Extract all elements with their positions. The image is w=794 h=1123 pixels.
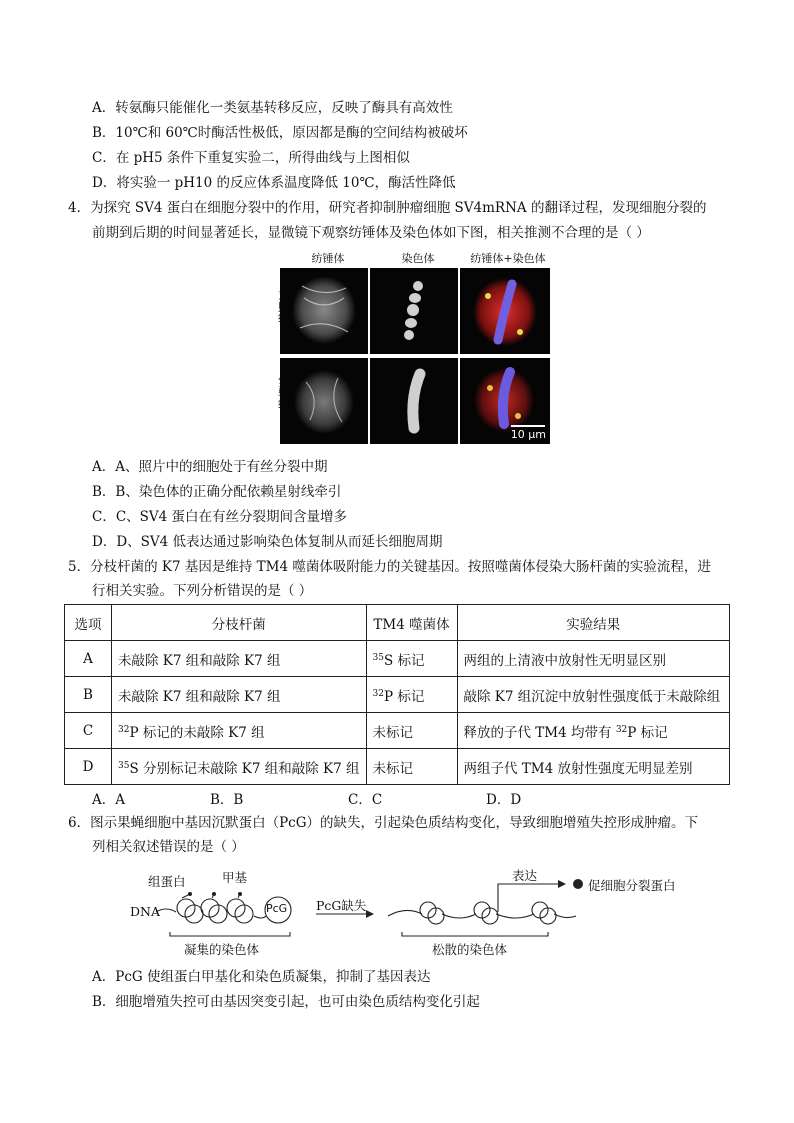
pcg-label: PcG [266, 902, 288, 915]
express-label: 表达 [512, 868, 538, 883]
isotope-mass: 35 [372, 652, 384, 663]
q5-choice-c: C．C [348, 792, 383, 808]
result-post: P 标记 [627, 724, 668, 741]
col-header-chromosome: 染色体 [401, 252, 435, 265]
header-option: 选项 [65, 605, 112, 641]
q3-option-b: B．10℃和 60℃时酶活性极低，原因都是酶的空间结构被破坏 [92, 125, 468, 141]
q5-stem-line2: 行相关实验。下列分析错误的是（ ） [92, 583, 313, 599]
q4-option-c: C．C、SV4 蛋白在有丝分裂期间含量增多 [92, 509, 348, 525]
scale-bar-line [511, 425, 545, 427]
panel-control-spindle [280, 268, 368, 354]
panel-experiment-chromosome [370, 358, 458, 444]
col-header-merged: 纺锤体+染色体 [470, 252, 546, 265]
histone-label: 组蛋白 [148, 874, 186, 889]
cell-bacteria [112, 749, 367, 785]
cell-option: A [65, 641, 112, 677]
q5-stem-line1: 5．分枝杆菌的 K7 基因是维持 TM4 噬菌体吸附能力的关键基因。按照噬菌体侵染大肠杆菌的实验流程，进 [68, 559, 711, 575]
cell-phage: 未标记 [366, 713, 457, 749]
isotope-mass: 32 [372, 688, 384, 699]
cell-result: 两组的上清液中放射性无明显区别 [457, 641, 729, 677]
cell-phage: 未标记 [366, 749, 457, 785]
cell-option: D [65, 749, 112, 785]
dna-label: DNA [130, 904, 160, 919]
cell-result: 敲除 K7 组沉淀中放射性强度低于未敲除组 [457, 677, 729, 713]
loose-label: 松散的染色体 [432, 942, 508, 957]
bacteria-label: P 标记的未敲除 K7 组 [129, 724, 265, 741]
spindle-image [280, 358, 368, 444]
express-arrow-head [558, 880, 566, 888]
header-bacteria: 分枝杆菌 [112, 605, 367, 641]
spindle-image [280, 268, 368, 354]
q4-option-b: B．B、染色体的正确分配依赖星射线牵引 [92, 484, 342, 500]
isotope-mass: 35 [118, 760, 130, 771]
phage-label: S 标记 [383, 652, 425, 669]
cell-option: C [65, 713, 112, 749]
pcg-loss-label: PcG缺失 [316, 898, 367, 913]
header-result: 实验结果 [457, 605, 729, 641]
q4-option-d: D．D、SV4 低表达通过影响染色体复制从而延长细胞周期 [92, 534, 443, 550]
protein-label: 促细胞分裂蛋白 [588, 878, 676, 893]
protein-dot [573, 879, 583, 889]
table-row [65, 641, 730, 677]
cell-bacteria: 未敲除 K7 组和敲除 K7 组 [112, 641, 367, 677]
q6-option-b: B．细胞增殖失控可由基因突变引起，也可由染色质结构变化引起 [92, 994, 480, 1010]
header-phage: TM4 噬菌体 [366, 605, 457, 641]
q4-option-a: A．A、照片中的细胞处于有丝分裂中期 [92, 459, 328, 475]
q5-choice-b: B．B [210, 792, 244, 808]
table-row [65, 677, 730, 713]
q5-table [64, 604, 730, 785]
chromatin-figure [126, 864, 706, 960]
q5-choice-a: A．A [92, 792, 125, 808]
panel-experiment-merged [460, 358, 550, 444]
condensed-label: 凝集的染色体 [184, 942, 260, 957]
cell-result: 两组子代 TM4 放射性强度无明显差别 [457, 749, 729, 785]
cell-bacteria [112, 713, 367, 749]
q6-option-a: A．PcG 使组蛋白甲基化和染色质凝集，抑制了基因表达 [92, 969, 431, 985]
col-header-spindle: 纺锤体 [311, 252, 345, 265]
q3-option-a: A．转氨酶只能催化一类氨基转移反应，反映了酶具有高效性 [92, 100, 453, 116]
methyl-label: 甲基 [222, 870, 248, 885]
micrograph-figure [276, 250, 554, 448]
arrow-head [366, 910, 374, 918]
cell-phage [366, 641, 457, 677]
table-row [65, 749, 730, 785]
condensed-nucleosomes [177, 899, 253, 923]
q4-stem-line1: 4．为探究 SV4 蛋白在细胞分裂中的作用，研究者抑制肿瘤细胞 SV4mRNA 的翻译过程，发现细胞分裂的 [68, 200, 707, 216]
cell-phage [366, 677, 457, 713]
panel-control-merged [460, 268, 550, 354]
phage-label: P 标记 [383, 688, 425, 705]
isotope-mass: 32 [615, 724, 628, 735]
panel-control-chromosome [370, 268, 458, 354]
table-row [65, 713, 730, 749]
q3-option-d: D．将实验一 pH10 的反应体系温度降低 10℃，酶活性降低 [92, 175, 456, 191]
chromosome-image [370, 268, 458, 354]
q3-option-c: C．在 pH5 条件下重复实验二，所得曲线与上图相似 [92, 150, 410, 166]
q6-stem-line2: 列相关叙述错误的是（ ） [92, 839, 245, 855]
chromosome-image [370, 358, 458, 444]
merged-image [460, 268, 550, 354]
table-header-row [65, 605, 730, 641]
cell-result [457, 713, 729, 749]
bacteria-label: S 分别标记未敲除 K7 组和敲除 K7 组 [129, 760, 360, 777]
q6-stem-line1: 6．图示果蝇细胞中基因沉默蛋白（PcG）的缺失，引起染色质结构变化，导致细胞增殖失控形成肿瘤。下 [68, 815, 699, 831]
panel-experiment-spindle [280, 358, 368, 444]
scale-bar [511, 425, 546, 441]
q4-stem-line2: 前期到后期的时间显著延长，显微镜下观察纺锤体及染色体如下图，相关推测不合理的是（ ） [92, 225, 650, 241]
result-pre: 释放的子代 TM4 均带有 [463, 724, 616, 741]
isotope-mass: 32 [118, 724, 130, 735]
cell-bacteria: 未敲除 K7 组和敲除 K7 组 [112, 677, 367, 713]
cell-option: B [65, 677, 112, 713]
scale-bar-label: 10 μm [510, 428, 546, 441]
q5-choice-d: D．D [486, 792, 522, 808]
